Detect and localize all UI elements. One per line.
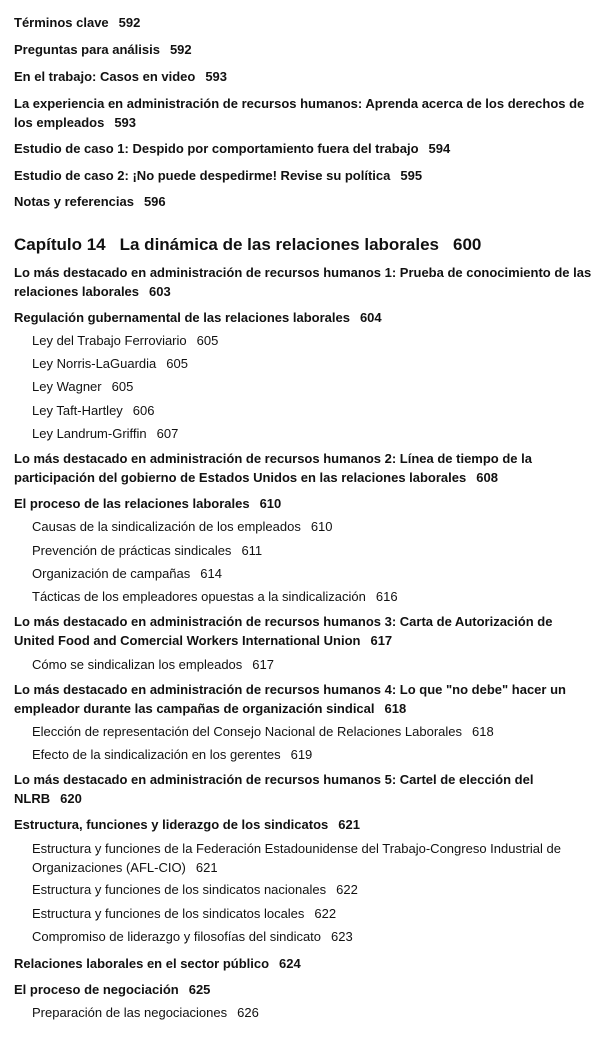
entry-title: Preguntas para análisis [14,42,160,57]
page-number: 596 [143,194,166,209]
page-number: 621 [195,860,218,875]
page-number: 622 [314,906,337,921]
toc-subentry [32,587,594,606]
entry-title: Ley Taft-Hartley [32,403,123,418]
page-number: 626 [237,1005,259,1020]
page-number: 617 [370,633,393,648]
page-number: 594 [428,141,451,156]
page-number: 610 [310,519,333,534]
page-number: 624 [279,956,301,971]
entry-title: Estructura, funciones y liderazgo de los sindicatos [14,817,329,832]
page-number: 608 [476,470,498,485]
entry-title: Ley Wagner [32,379,102,394]
entry-title: Estructura y funciones de la Federación Estadounidense del Trabajo-Congreso Industrial de Organizaciones (AFL-CIO) [32,841,561,875]
chapter-label: Capítulo 14 [14,235,106,254]
toc-entry [14,980,594,999]
page-number: 619 [290,747,313,762]
page-number: 622 [336,882,358,897]
entry-title: En el trabajo: Casos en video [14,69,196,84]
toc-subentry [32,880,594,899]
entry-title: Términos clave [14,15,109,30]
page-number: 593 [205,69,228,84]
entry-title: Causas de la sindicalización de los empleados [32,519,301,534]
page-number: 611 [241,543,263,558]
page-number: 623 [331,929,353,944]
entry-title: Estudio de caso 2: ¡No puede despedirme! Revise su política [14,168,391,183]
page-number: 595 [400,168,423,183]
page-number: 620 [60,791,82,806]
toc-entry [14,40,594,59]
page-number: 606 [132,403,155,418]
page-number: 605 [196,333,219,348]
toc-subentry [32,904,594,923]
page-number: 605 [166,356,188,371]
entry-title: Relaciones laborales en el sector público [14,956,270,971]
entry-title: Lo más destacado en administración de recursos humanos 2: Línea de tiempo de la participación del gobierno de Estados Unidos en las relaciones laborales [14,451,532,485]
toc-entry [14,449,594,487]
toc-subentry [32,745,594,764]
toc-entry [14,308,594,327]
page-number: 592 [169,42,192,57]
entry-title: Estructura y funciones de los sindicatos locales [32,906,305,921]
entry-title: Ley Landrum-Griffin [32,426,147,441]
entry-title: Lo más destacado en administración de recursos humanos 1: Prueba de conocimiento de las relaciones laborales [14,265,592,299]
entry-title: Regulación gubernamental de las relaciones laborales [14,310,350,325]
page-number: 604 [359,310,382,325]
page-number: 617 [252,657,274,672]
toc-entry [14,612,594,650]
toc-entry [14,139,594,158]
page-number: 600 [453,235,482,254]
toc-entry [14,263,594,301]
entry-title: Lo más destacado en administración de recursos humanos 5: Cartel de elección del NLRB [14,772,534,806]
toc-subentry [32,377,594,396]
chapter-heading [14,234,594,256]
page-number: 621 [338,817,360,832]
entry-title: Ley Norris-LaGuardia [32,356,157,371]
page-number: 614 [200,566,222,581]
entry-title: El proceso de las relaciones laborales [14,496,250,511]
toc-subentry [32,354,594,373]
page-number: 603 [149,284,171,299]
toc-entry [14,67,594,86]
entry-title: Prevención de prácticas sindicales [32,543,232,558]
entry-title: Lo más destacado en administración de recursos humanos 4: Lo que "no debe" hacer un empleador durante las campañas de organización sindical [14,682,566,716]
toc-subentry [32,517,594,536]
toc-subentry [32,839,594,877]
page-number: 616 [375,589,398,604]
toc-entry [14,680,594,718]
toc-entry [14,166,594,185]
toc-subentry [32,424,594,443]
page-number: 605 [111,379,134,394]
toc-entry [14,954,594,973]
entry-title: Lo más destacado en administración de recursos humanos 3: Carta de Autorización de United Food and Comercial Workers International Union [14,614,553,648]
page-number: 607 [156,426,179,441]
entry-title: Estructura y funciones de los sindicatos nacionales [32,882,327,897]
entry-title: El proceso de negociación [14,982,179,997]
entry-title: Compromiso de liderazgo y filosofías del sindicato [32,929,322,944]
toc-subentry [32,655,594,674]
entry-title: La experiencia en administración de recursos humanos: Aprenda acerca de los derechos de los empleados [14,96,585,130]
page-number: 618 [384,701,407,716]
toc-subentry [32,927,594,946]
toc-subentry [32,564,594,583]
chapter-title: La dinámica de las relaciones laborales [119,235,439,254]
page-number: 618 [472,724,494,739]
entry-title: Efecto de la sindicalización en los gerentes [32,747,281,762]
page-number: 610 [259,496,282,511]
toc-entry [14,13,594,32]
page-number: 593 [114,115,137,130]
toc-subentry [32,1003,594,1022]
toc-subentry [32,331,594,350]
toc-entry [14,494,594,513]
entry-title: Organización de campañas [32,566,191,581]
toc-entry [14,94,594,132]
entry-title: Preparación de las negociaciones [32,1005,228,1020]
toc-entry [14,770,594,808]
entry-title: Estudio de caso 1: Despido por comportamiento fuera del trabajo [14,141,419,156]
toc-entry [14,815,594,834]
page-number: 592 [118,15,141,30]
page-number: 625 [188,982,211,997]
entry-title: Cómo se sindicalizan los empleados [32,657,243,672]
toc-subentry [32,401,594,420]
entry-title: Ley del Trabajo Ferroviario [32,333,187,348]
toc-subentry [32,722,594,741]
toc-entry [14,192,594,211]
entry-title: Elección de representación del Consejo Nacional de Relaciones Laborales [32,724,462,739]
entry-title: Tácticas de los empleadores opuestas a la sindicalización [32,589,366,604]
entry-title: Notas y referencias [14,194,134,209]
toc-subentry [32,541,594,560]
